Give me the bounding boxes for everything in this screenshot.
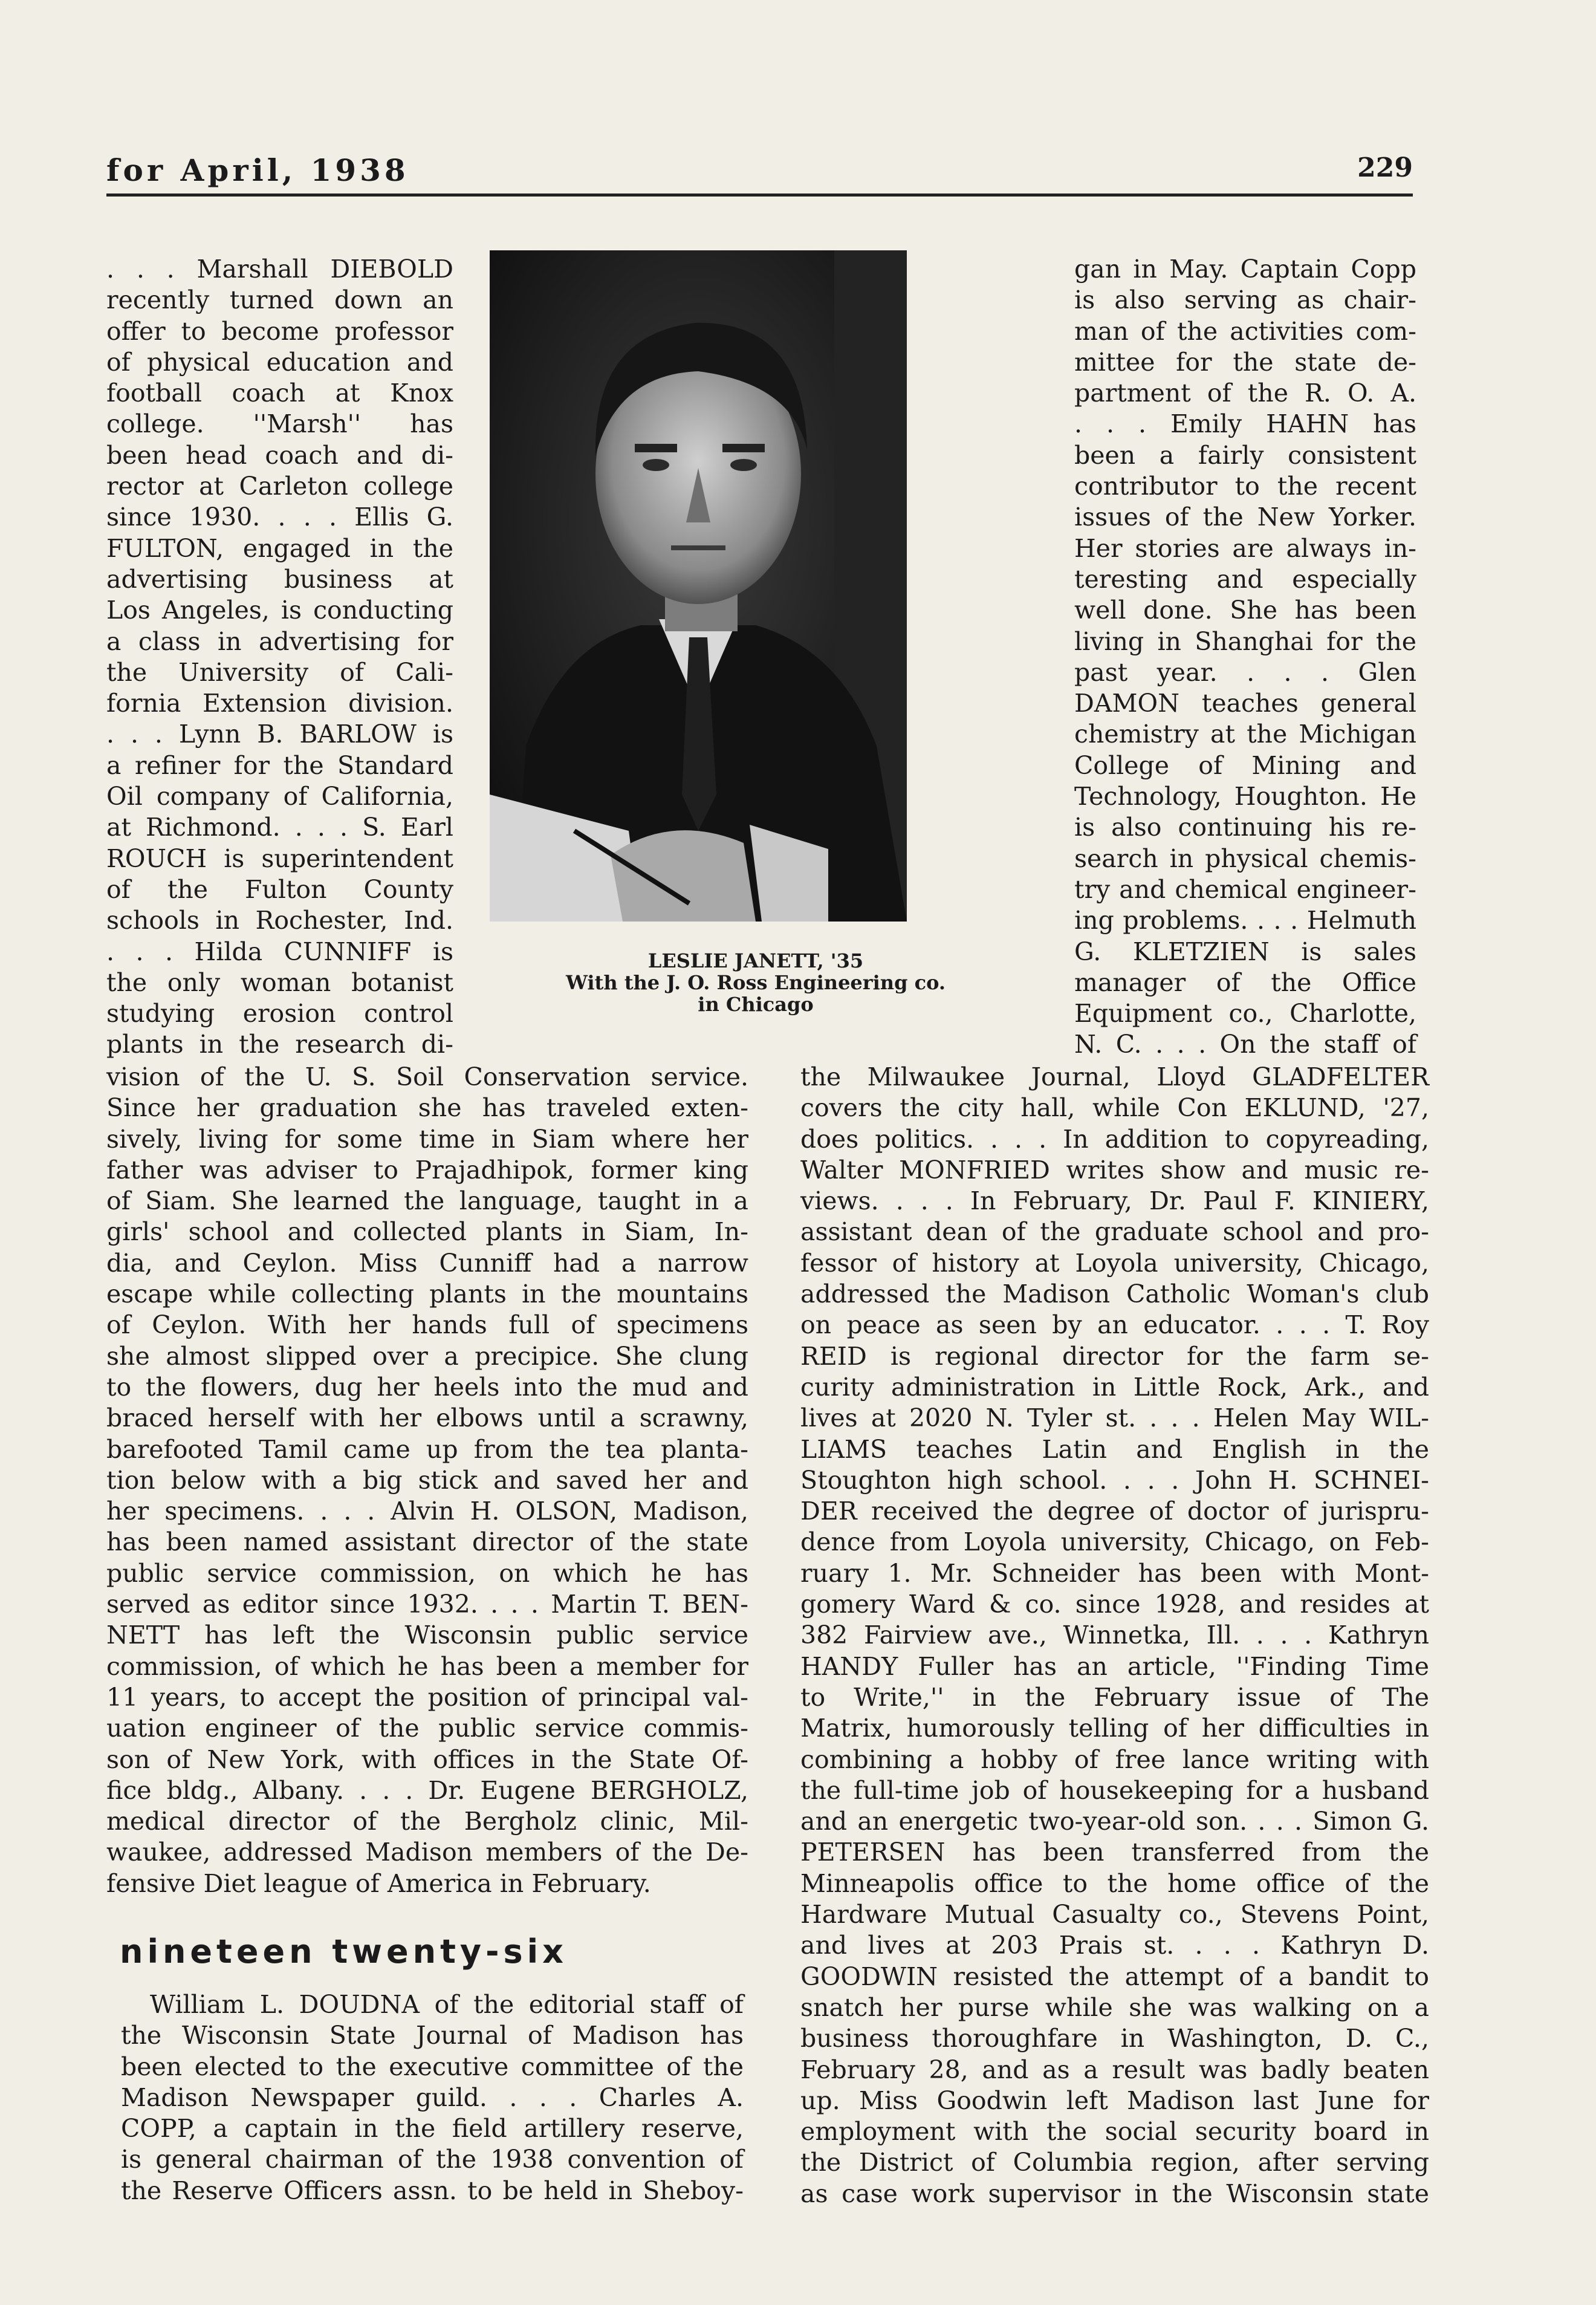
article-text: the Milwaukee Journal, Lloyd GLADFELTER covers the city hall, while Con EKLUND, '27, does politics. . . . In addition to copyreading, Walter MONFRIED writes show and music re- views. . . . In February, Dr. Paul F. KINIERY, assistant dean of the graduate school and pro- fessor of history at Loyola university, Chicago, addressed the Madison Catholic Woman's club on peace as seen by an educator. . . . T. Roy REID is regional director for the farm se- curity administration in Little Rock, Ark., and lives at 2020 N. Tyler st. . . . Helen May WIL- LIAMS teaches Latin and English in the Stoughton high school. . . . John H. SCHNEI- DER received the degree of doctor of jurispru- dence from Loyola university, Chicago, on Feb- ruary 1. Mr. Schneider has been with Mont- gomery Ward & co. since 1928, and resides at 382 Fairview ave., Winnetka, Ill. . . . Kathryn HANDY Fuller has an article, ''Finding Time to Write,'' in the February issue of The Matrix, humorously telling of her difficulties in combining a hobby of free lance writing with the full-time job of housekeeping for a husband and an energetic two-year-old son. . . . Simon G. PETERSEN has been transferred from the Minneapolis office to the home office of the Hardware Mutual Casualty co., Stevens Point, and lives at 203 Prais st. . . . Kathryn D. GOODWIN resisted the attempt of a bandit to snatch her purse while she was walking on a business thoroughfare in Washington, D. C., February 28, and as a result was badly beaten up. Miss Goodwin left Madison last June for employment with the social security board in the District of Columbia region, after serving as case work supervisor in the Wisconsin state	[800, 1062, 1429, 2208]
caption-location: in Chicago	[698, 993, 814, 1016]
issue-date: for April, 1938	[106, 152, 409, 188]
left-column-wide	[106, 1062, 748, 1899]
right-column-narrow	[1074, 254, 1416, 1061]
portrait-photo-image	[490, 250, 907, 922]
article-text: vision of the U. S. Soil Conservation service. Since her graduation she has traveled exten- sively, living for some time in Siam where her father was adviser to Prajadhipok, former king of Siam. She learned the language, taught in a girls' school and collected plants in Siam, In- dia, and Ceylon. Miss Cunniff had a narrow escape while collecting plants in the mountains of Ceylon. With her hands full of specimens she almost slipped over a precipice. She clung to the flowers, dug her heels into the mud and braced herself with her elbows until a scrawny, barefooted Tamil came up from the tea planta- tion below with a big stick and saved her and her specimens. . . . Alvin H. OLSON, Madison, has been named assistant director of the state public service commission, on which he has served as editor since 1932. . . . Martin T. BEN- NETT has left the Wisconsin public service commission, of which he has been a member for 11 years, to accept the position of principal val- uation engineer of the public service commis- son of New York, with offices in the State Of- fice bldg., Albany. . . . Dr. Eugene BERGHOLZ, medical director of the Bergholz clinic, Mil- waukee, addressed Madison members of the De- fensive Diet league of America in February.	[106, 1062, 748, 1898]
right-column-wide	[800, 1062, 1429, 2209]
article-text: gan in May. Captain Copp is also serving as chair- man of the activities com- mittee for the state de- partment of the R. O. A. . . . Emily HAHN has been a fairly consistent contributor to the recent issues of the New Yorker. Her stories are always in- teresting and especially well done. She has been living in Shanghai for the past year. . . . Glen DAMON teaches general chemistry at the Michigan College of Mining and Technology, Houghton. He is also continuing his re- search in physical chemis- try and chemical engineer- ing problems. . . . Helmuth G. KLETZIEN is sales manager of the Office Equipment co., Charlotte, N. C. . . . On the staff of	[1074, 255, 1416, 1059]
section-paragraph	[121, 1989, 744, 2206]
header-rule	[106, 193, 1413, 197]
photo-caption	[484, 950, 1028, 1015]
caption-name: LESLIE JANETT, '35	[647, 949, 864, 972]
page-number: 229	[1357, 152, 1413, 183]
article-text: William L. DOUDNA of the editorial staff of the Wisconsin State Journal of Madison has been elected to the executive committee of the Madison Newspaper guild. . . . Charles A. COPP, a captain in the field artillery reserve, is general chairman of the 1938 convention of the Reserve Officers assn. to be held in Sheboy-	[121, 1990, 744, 2205]
portrait-photo	[490, 250, 907, 922]
caption-company: With the J. O. Ross Engineering co.	[566, 971, 946, 994]
article-text: . . . Marshall DIEBOLD recently turned down an offer to become professor of physical education and football coach at Knox college. ''Marsh'' has been head coach and di- rector at Carleton college since 1930. . . . Ellis G. FULTON, engaged in the advertising business at Los Angeles, is conducting a class in advertising for the University of Cali- fornia Extension division. . . . Lynn B. BARLOW is a refiner for the Standard Oil company of California, at Richmond. . . . S. Earl ROUCH is superintendent of the Fulton County schools in Rochester, Ind. . . . Hilda CUNNIFF is the only woman botanist studying erosion control plants in the research di-	[106, 255, 453, 1059]
section-heading: nineteen twenty-six	[120, 1933, 568, 1971]
left-column-narrow	[106, 254, 453, 1061]
